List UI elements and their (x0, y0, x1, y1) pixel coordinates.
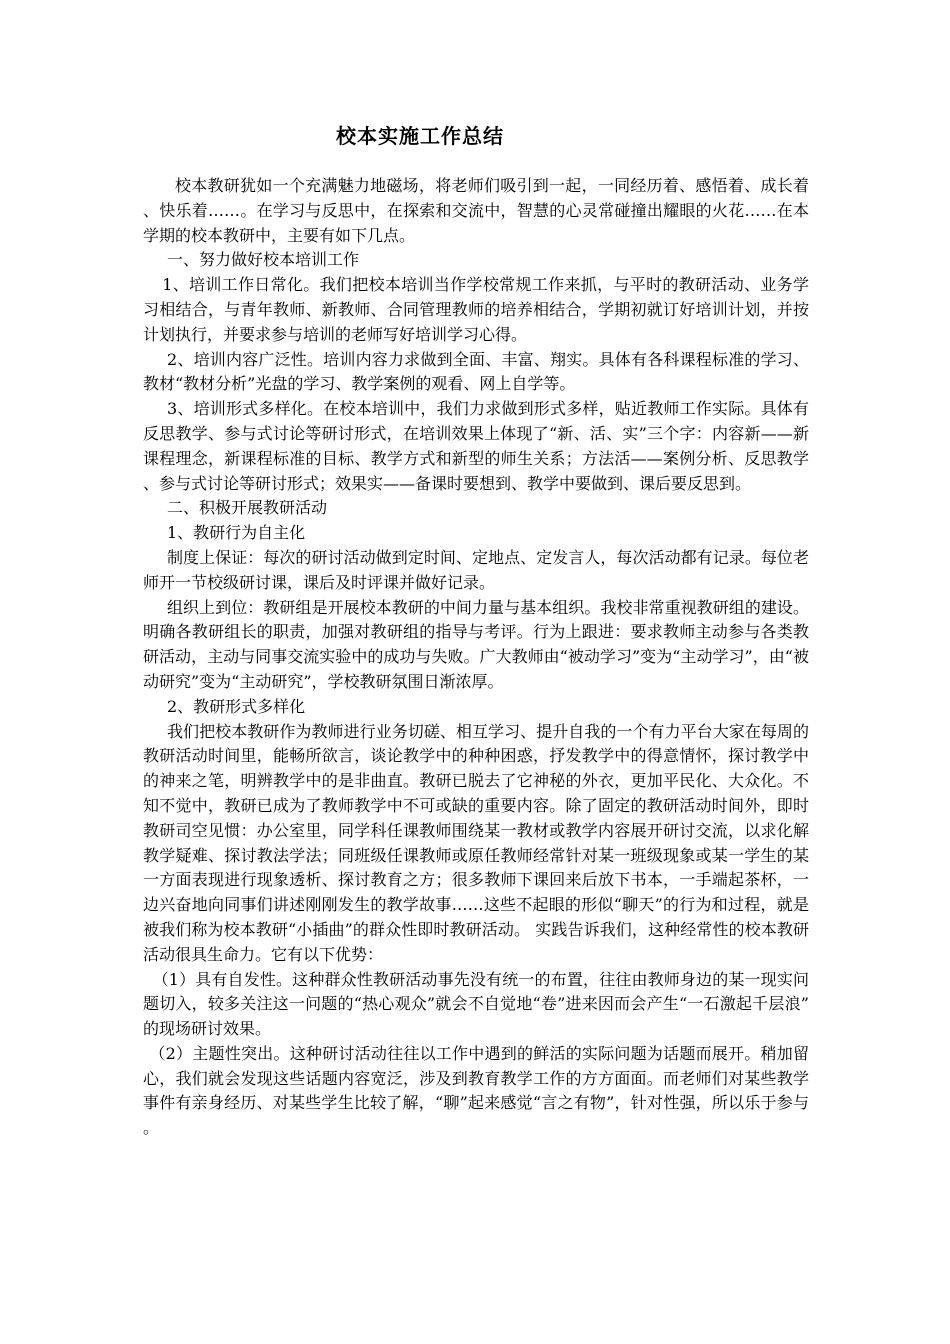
paragraph-advantage-theme: （2）主题性突出。这种研讨活动往往以工作中遇到的鲜活的实际问题为话题而展开。稍加留心，我们就会发现这些话题内容宽泛，涉及到教育教学工作的方方面面。而老师们对某些教学事件有亲身经历、对某些学生比较了解，“聊”起来感觉“言之有物”，针对性强，所以乐于参与。 (143, 1043, 809, 1138)
paragraph-training-content: 2、培训内容广泛性。培训内容力求做到全面、丰富、翔实。具体有各科课程标准的学习、教材“教材分析”光盘的学习、教学案例的观看、网上自学等。 (143, 349, 809, 394)
paragraph-training-forms: 3、培训形式多样化。在校本培训中，我们力求做到形式多样，贴近教师工作实际。具体有反思教学、参与式讨论等研讨形式，在培训效果上体现了“新、活、实”三个字：内容新——新课程理念，新课程标准的目标、教学方式和新型的师生关系；方法活——案例分析、反思教学、参与式讨论等研讨形式；效果实——备课时要想到、教学中要做到、课后要反思到。 (143, 399, 809, 493)
section-heading-training: 一、努力做好校本培训工作 (167, 250, 360, 270)
document-title: 校本实施工作总结 (336, 124, 504, 148)
paragraph-intro: 校本教研犹如一个充满魅力地磁场，将老师们吸引到一起，一同经历着、感悟着、成长着、快乐着……。在学习与反思中，在探索和交流中，智慧的心灵常碰撞出耀眼的火花……在本学期的校本教研中，主要有如下几点。 (143, 176, 809, 245)
paragraph-research-platform: 我们把校本教研作为教师进行业务切磋、相互学习、提升自我的一个有力平台大家在每周的教研活动时间里，能畅所欲言，谈论教学中的种种困惑，抒发教学中的得意情怀，探讨教学中的神来之笔，明辨教学中的是非曲直。教研已脱去了它神秘的外衣，更加平民化、大众化。不知不觉中，教研已成为了教师教学中不可或缺的重要内容。除了固定的教研活动时间外，即时教研司空见惯：办公室里，同学科任课教师围绕某一教材或教学内容展开研讨交流，以求化解教学疑难、探讨教法学法；同班级任课教师或原任教师经常针对某一班级现象或某一学生的某一方面表现进行现象透析、探讨教育之方；很多教师下课回来后放下书本，一手端起茶杯，一边兴奋地向同事们讲述刚刚发生的教学故事……这些不起眼的形似“聊天”的行为和过程，就是被我们称为校本教研“小插曲”的群众性即时教研活动。 实践告诉我们，这种经常性的校本教研活动很具生命力。它有以下优势： (143, 721, 809, 964)
subheading-research-autonomy: 1、教研行为自主化 (167, 523, 306, 543)
subheading-research-forms: 2、教研形式多样化 (167, 696, 306, 716)
paragraph-system-guarantee: 制度上保证：每次的研讨活动做到定时间、定地点、定发言人，每次活动都有记录。每位老师开一节校级研讨课，课后及时评课并做好记录。 (143, 547, 809, 592)
document-body (143, 174, 809, 1141)
paragraph-training-routine: 1、培训工作日常化。我们把校本培训当作学校常规工作来抓，与平时的教研活动、业务学习相结合，与青年教师、新教师、合同管理教师的培养相结合，学期初就订好培训计划，并按计划执行，并要求参与培训的老师写好培训学习心得。 (143, 275, 809, 344)
paragraph-organization: 组织上到位：教研组是开展校本教研的中间力量与基本组织。我校非常重视教研组的建设。明确各教研组长的职责，加强对教研组的指导与考评。行为上跟进：要求教师主动参与各类教研活动，主动与同事交流实验中的成功与失败。广大教师由“被动学习”变为“主动学习”，由“被动研究”变为“主动研究”，学校教研氛围日渐浓厚。 (143, 597, 809, 691)
section-heading-research: 二、积极开展教研活动 (167, 498, 328, 518)
paragraph-advantage-spontaneous: （1）具有自发性。这种群众性教研活动事先没有统一的布置，往往由教师身边的某一现实问题切入，较多关注这一问题的“热心观众”就会不自觉地“卷”进来因而会产生“一石激起千层浪”的现场研讨效果。 (143, 969, 809, 1039)
